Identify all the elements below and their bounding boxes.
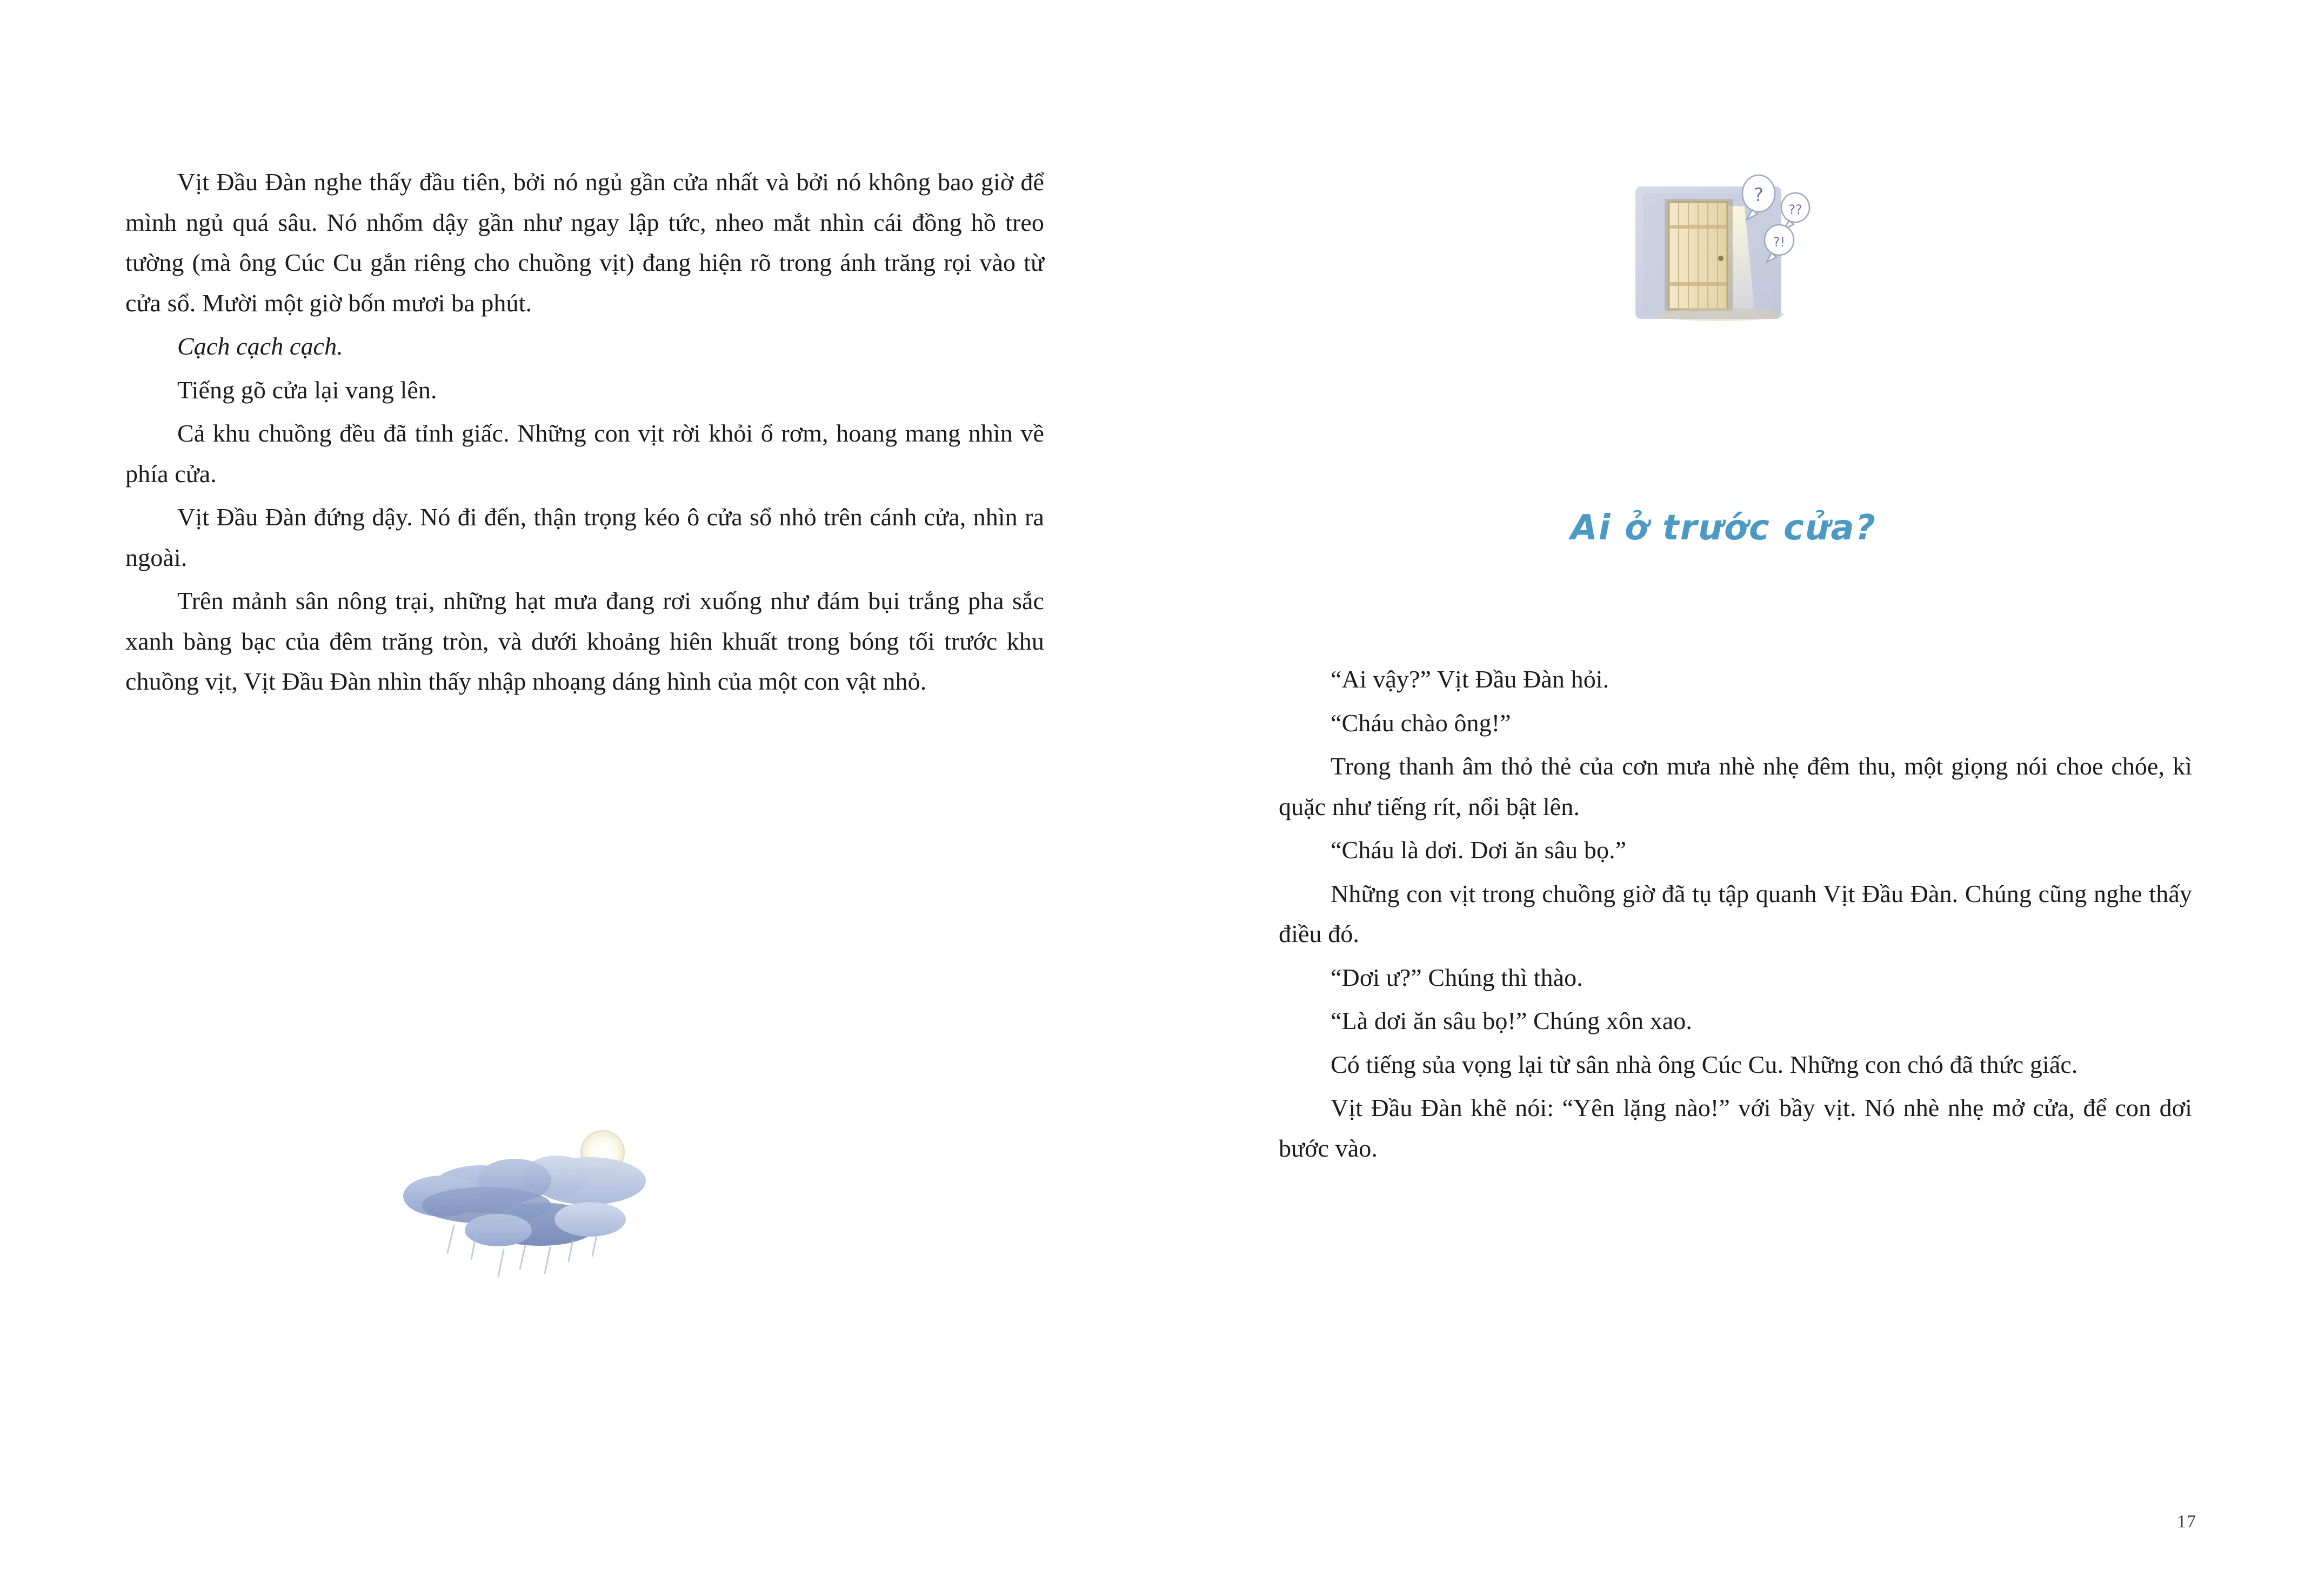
paragraph: “Là dơi ăn sâu bọ!” Chúng xôn xao. bbox=[1331, 1007, 1693, 1035]
svg-text:??: ?? bbox=[1788, 202, 1802, 217]
paragraph: Vịt Đầu Đàn nghe thấy đầu tiên, bởi nó ngủ gần cửa nhất và bởi nó không bao giờ để mình ngủ quá sâu. Nó nhổm dậy gần như ngay lập tức, nheo mắt nhìn cái đồng hồ treo tường (mà ông Cúc Cu gắn riêng cho chuồng vịt) đang hiện rõ trong ánh trăng rọi vào từ cửa sổ. Mười một giờ bốn mươi ba phút. bbox=[125, 168, 1044, 317]
paragraph: Những con vịt trong chuồng giờ đã tụ tập quanh Vịt Đầu Đàn. Chúng cũng nghe thấy điều đó. bbox=[1279, 879, 2192, 948]
paragraph: Cả khu chuồng đều đã tỉnh giấc. Những con vịt rời khỏi ổ rơm, hoang mang nhìn về phía cửa. bbox=[125, 419, 1044, 488]
paragraph: “Cháu chào ông!” bbox=[1331, 709, 1511, 737]
paragraph: Vịt Đầu Đàn đứng dậy. Nó đi đến, thận trọng kéo ô cửa sổ nhỏ trên cánh cửa, nhìn ra ngoài. bbox=[125, 503, 1044, 571]
paragraph: “Cháu là dơi. Dơi ăn sâu bọ.” bbox=[1331, 836, 1627, 864]
svg-text:?!: ?! bbox=[1773, 235, 1786, 250]
paragraph: “Ai vậy?” Vịt Đầu Đàn hỏi. bbox=[1331, 665, 1609, 693]
door-with-speech-bubbles-illustration bbox=[1619, 168, 1846, 362]
right-page-body bbox=[1279, 659, 2192, 1172]
page-number: 17 bbox=[2177, 1512, 2196, 1532]
left-page-body bbox=[125, 162, 1044, 705]
right-page bbox=[1149, 0, 2298, 1596]
paragraph-italic: Cạch cạch cạch. bbox=[177, 332, 343, 360]
svg-text:?: ? bbox=[1753, 184, 1764, 206]
clouds-and-moon-illustration bbox=[378, 1124, 713, 1319]
chapter-heading: Ai ở trước cửa? bbox=[1571, 508, 1876, 548]
paragraph: Tiếng gõ cửa lại vang lên. bbox=[177, 376, 437, 404]
paragraph: Trên mảnh sân nông trại, những hạt mưa đang rơi xuống như đám bụi trắng pha sắc xanh bàng bạc của đêm trăng tròn, và dưới khoảng hiên khuất trong bóng tối trước khu chuồng vịt, Vịt Đầu Đàn nhìn thấy nhập nhoạng dáng hình của một con vật nhỏ. bbox=[125, 587, 1044, 696]
paragraph: Trong thanh âm thỏ thẻ của cơn mưa nhè nhẹ đêm thu, một giọng nói choe chóe, kì quặc như tiếng rít, nổi bật lên. bbox=[1279, 752, 2192, 820]
paragraph: “Dơi ư?” Chúng thì thào. bbox=[1331, 963, 1583, 991]
paragraph: Vịt Đầu Đàn khẽ nói: “Yên lặng nào!” với bầy vịt. Nó nhè nhẹ mở cửa, để con dơi bước vào. bbox=[1279, 1094, 2192, 1162]
paragraph: Có tiếng sủa vọng lại từ sân nhà ông Cúc Cu. Những con chó đã thức giấc. bbox=[1331, 1050, 2078, 1078]
